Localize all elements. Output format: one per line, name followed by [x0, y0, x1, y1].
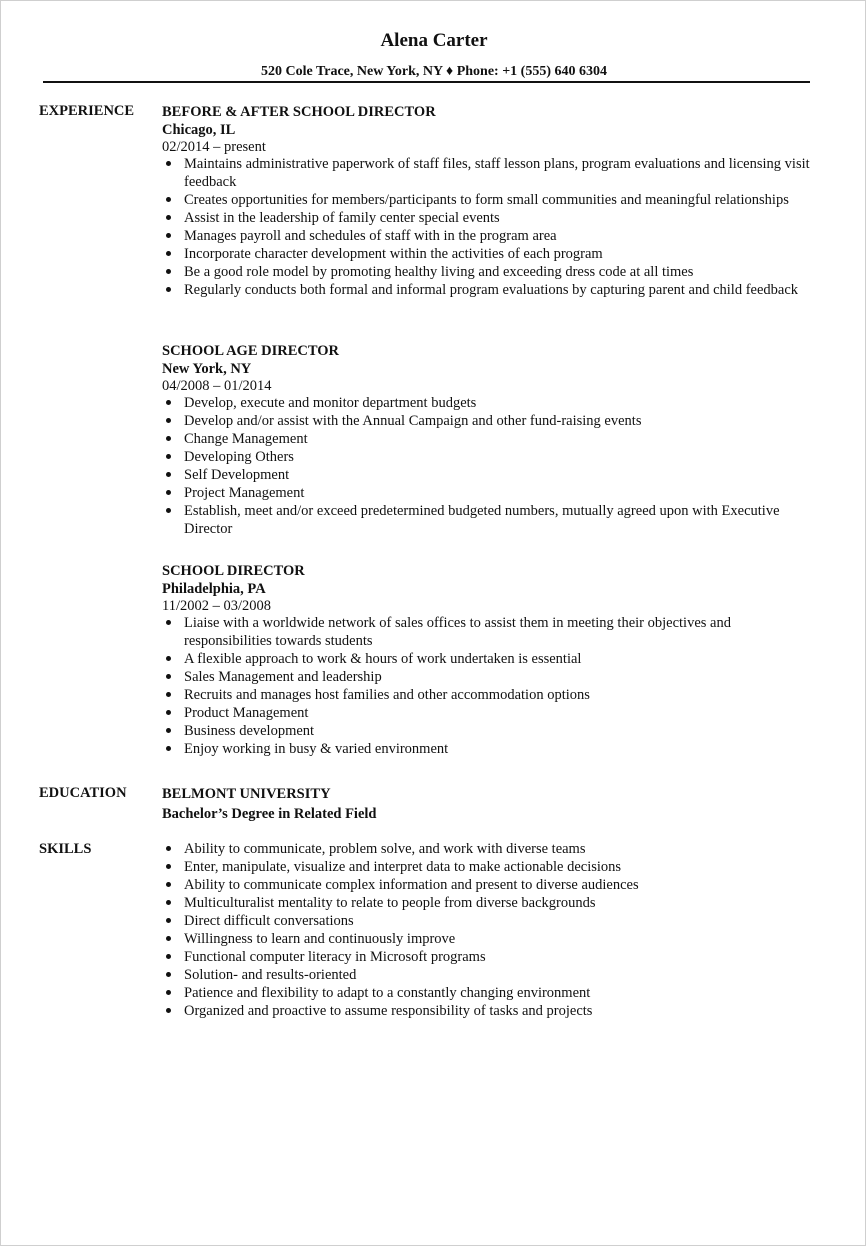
list-item: [162, 466, 822, 484]
bullet-text: Develop, execute and monitor department budgets: [184, 395, 477, 411]
bullet-text: Be a good role model by promoting healthy living and exceeding dress code at all times: [184, 264, 694, 280]
job-location: Philadelphia, PA: [162, 581, 266, 597]
bullet-dot-icon: [166, 882, 171, 887]
bullet-text: Developing Others: [184, 449, 294, 465]
bullet-dot-icon: [166, 197, 171, 202]
bullet-dot-icon: [166, 692, 171, 697]
bullet-text: Manages payroll and schedules of staff with in the program area: [184, 228, 557, 244]
bullet-dot-icon: [166, 846, 171, 851]
education-section-label: EDUCATION: [39, 785, 127, 801]
job-dates: 11/2002 – 03/2008: [162, 598, 272, 614]
bullet-dot-icon: [166, 472, 171, 477]
list-item: [162, 263, 822, 281]
bullet-dot-icon: [166, 233, 171, 238]
job-entry: [162, 562, 822, 758]
job-entry: [162, 103, 822, 299]
list-item: [162, 894, 822, 912]
list-item: [162, 686, 822, 704]
bullet-dot-icon: [166, 954, 171, 959]
skill-text: Solution- and results-oriented: [184, 967, 357, 983]
bullet-dot-icon: [166, 674, 171, 679]
bullet-dot-icon: [166, 972, 171, 977]
list-item: [162, 722, 822, 740]
list-item: [162, 614, 822, 650]
contact-line: 520 Cole Trace, New York, NY ♦ Phone: +1 (555) 640 6304: [260, 64, 608, 79]
job-title: SCHOOL AGE DIRECTOR: [162, 343, 340, 359]
job-dates: 02/2014 – present: [162, 139, 266, 155]
bullet-text: Self Development: [184, 467, 290, 483]
bullet-text: Establish, meet and/or exceed predetermined budgeted numbers, mutually agreed upon with Executive Director: [184, 503, 780, 537]
bullet-text: Change Management: [184, 431, 308, 447]
skill-text: Direct difficult conversations: [184, 913, 354, 929]
bullet-dot-icon: [166, 990, 171, 995]
list-item: [162, 412, 822, 430]
list-item: [162, 704, 822, 722]
list-item: [162, 191, 822, 209]
bullet-dot-icon: [166, 490, 171, 495]
bullet-text: A flexible approach to work & hours of work undertaken is essential: [184, 651, 582, 667]
list-item: [162, 155, 822, 191]
bullet-dot-icon: [166, 287, 171, 292]
job-title: SCHOOL DIRECTOR: [162, 563, 305, 579]
list-item: [162, 876, 822, 894]
list-item: [162, 430, 822, 448]
job-title: BEFORE & AFTER SCHOOL DIRECTOR: [162, 104, 436, 120]
job-bullet-list: [162, 614, 822, 758]
bullet-dot-icon: [166, 1008, 171, 1013]
bullet-text: Liaise with a worldwide network of sales offices to assist them in meeting their objectives and responsibilities towards students: [184, 615, 731, 649]
degree-name: Bachelor’s Degree in Related Field: [162, 806, 377, 822]
job-dates: 04/2008 – 01/2014: [162, 378, 272, 394]
list-item: [162, 1002, 822, 1020]
list-item: [162, 930, 822, 948]
skill-text: Functional computer literacy in Microsoft programs: [184, 949, 486, 965]
skills-entry: [162, 840, 822, 1020]
bullet-text: Sales Management and leadership: [184, 669, 382, 685]
bullet-dot-icon: [166, 508, 171, 513]
bullet-dot-icon: [166, 436, 171, 441]
skill-text: Ability to communicate complex information and present to diverse audiences: [184, 877, 639, 893]
list-item: [162, 984, 822, 1002]
bullet-dot-icon: [166, 918, 171, 923]
bullet-text: Develop and/or assist with the Annual Campaign and other fund-raising events: [184, 413, 642, 429]
list-item: [162, 740, 822, 758]
bullet-dot-icon: [166, 746, 171, 751]
job-entry: [162, 342, 822, 538]
list-item: [162, 966, 822, 984]
list-item: [162, 912, 822, 930]
bullet-text: Business development: [184, 723, 315, 739]
bullet-dot-icon: [166, 936, 171, 941]
education-entry: [162, 785, 822, 823]
header-divider: [43, 81, 810, 83]
bullet-dot-icon: [166, 728, 171, 733]
list-item: [162, 948, 822, 966]
skill-text: Organized and proactive to assume responsibility of tasks and projects: [184, 1003, 593, 1019]
bullet-dot-icon: [166, 900, 171, 905]
skills-list: [162, 840, 822, 1020]
bullet-text: Incorporate character development within the activities of each program: [184, 246, 603, 262]
list-item: [162, 227, 822, 245]
skill-text: Multiculturalist mentality to relate to people from diverse backgrounds: [184, 895, 596, 911]
bullet-dot-icon: [166, 215, 171, 220]
bullet-dot-icon: [166, 656, 171, 661]
list-item: [162, 668, 822, 686]
bullet-text: Enjoy working in busy & varied environment: [184, 741, 449, 757]
bullet-text: Recruits and manages host families and other accommodation options: [184, 687, 590, 703]
list-item: [162, 281, 822, 299]
list-item: [162, 245, 822, 263]
list-item: [162, 502, 822, 538]
job-location: Chicago, IL: [162, 122, 236, 138]
bullet-dot-icon: [166, 269, 171, 274]
bullet-dot-icon: [166, 710, 171, 715]
skill-text: Willingness to learn and continuously improve: [184, 931, 456, 947]
job-bullet-list: [162, 155, 822, 299]
school-name: BELMONT UNIVERSITY: [162, 786, 331, 802]
list-item: [162, 650, 822, 668]
list-item: [162, 448, 822, 466]
experience-section-label: EXPERIENCE: [39, 103, 135, 119]
bullet-dot-icon: [166, 400, 171, 405]
list-item: [162, 858, 822, 876]
skills-section-label: SKILLS: [39, 841, 92, 857]
skill-text: Patience and flexibility to adapt to a constantly changing environment: [184, 985, 591, 1001]
bullet-text: Regularly conducts both formal and informal program evaluations by capturing parent and child feedback: [184, 282, 799, 298]
candidate-name: Alena Carter: [380, 30, 488, 51]
bullet-dot-icon: [166, 418, 171, 423]
bullet-text: Product Management: [184, 705, 309, 721]
list-item: [162, 209, 822, 227]
bullet-dot-icon: [166, 161, 171, 166]
bullet-text: Maintains administrative paperwork of staff files, staff lesson plans, program evaluations and licensing visit feedback: [184, 156, 810, 190]
bullet-text: Creates opportunities for members/participants to form small communities and meaningful relationships: [184, 192, 789, 208]
job-location: New York, NY: [162, 361, 252, 377]
list-item: [162, 484, 822, 502]
skill-text: Ability to communicate, problem solve, and work with diverse teams: [184, 841, 586, 857]
list-item: [162, 840, 822, 858]
bullet-text: Project Management: [184, 485, 305, 501]
job-bullet-list: [162, 394, 822, 538]
skill-text: Enter, manipulate, visualize and interpret data to make actionable decisions: [184, 859, 622, 875]
bullet-text: Assist in the leadership of family center special events: [184, 210, 500, 226]
bullet-dot-icon: [166, 251, 171, 256]
bullet-dot-icon: [166, 454, 171, 459]
bullet-dot-icon: [166, 620, 171, 625]
bullet-dot-icon: [166, 864, 171, 869]
list-item: [162, 394, 822, 412]
